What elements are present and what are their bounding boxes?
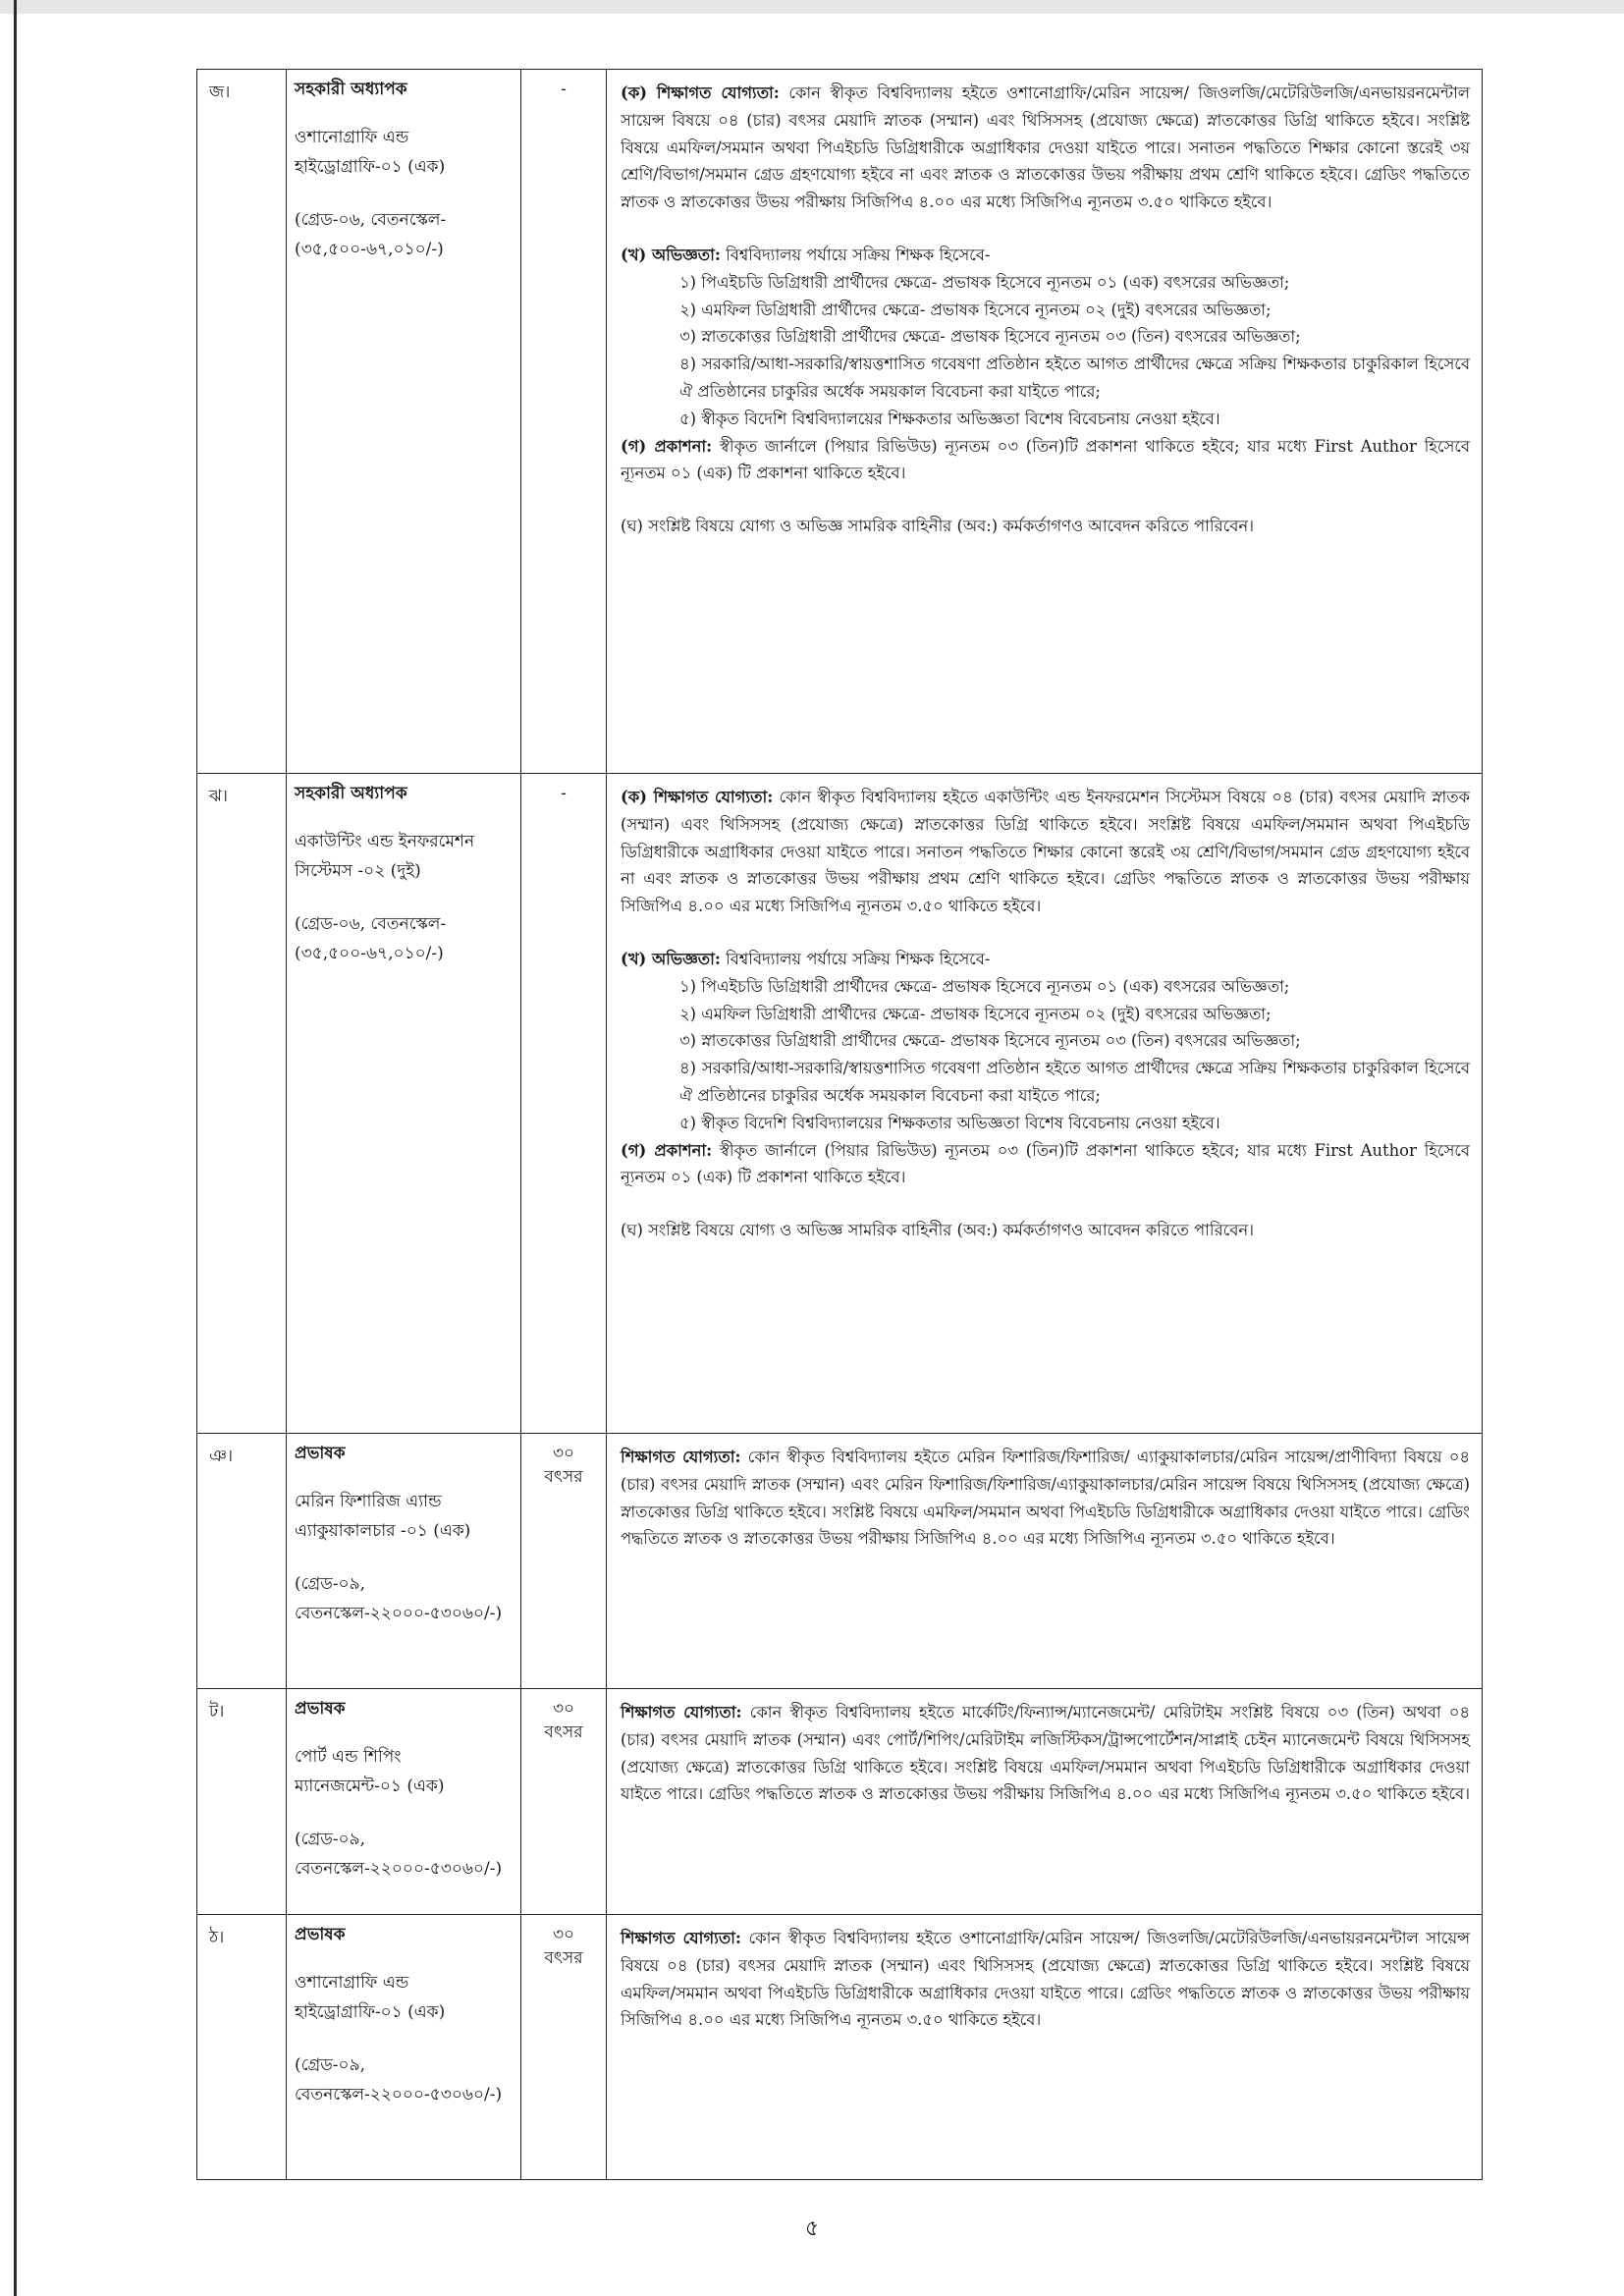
post-cell [287, 1434, 521, 1689]
education-requirement [621, 784, 1470, 920]
post-title: সহকারী অধ্যাপক [295, 80, 407, 99]
experience-item: ৫) স্বীকৃত বিদেশি বিশ্ববিদ্যালয়ের শিক্ষকতার অভিজ্ঞতা বিশেষ বিবেচনায় নেওয়া হইবে। [679, 1113, 1220, 1132]
post-cell [287, 1689, 521, 1915]
job-requirements-table [196, 69, 1483, 2180]
education-text: কোন স্বীকৃত বিশ্ববিদ্যালয় হইতে একাউন্টিং এন্ড ইনফরমেশন সিস্টেমস বিষয়ে ০৪ (চার) বৎসর মেয়াদি স্নাতক (সম্মান) এবং থিসিসসহ (প্রযোজ্য ক্ষেত্রে) স্নাতকোত্তর ডিগ্রি থাকিতে হইবে। সংশ্লিষ্ট বিষয়ে এমফিল/সমমান অথবা পিএইচডি ডিগ্রিধারীকে অগ্রাধিকার দেওয়া যাইতে পারে। সনাতন পদ্ধতিতে শিক্ষার কোনো স্তরেই ৩য় শ্রেণি/বিভাগ/সমমান গ্রেড গ্রহণযোগ্য হইবে না এবং স্নাতক ও স্নাতকোত্তর উভয় পরীক্ষায় প্রথম শ্রেণি থাকিতে হইবে। গ্রেডিং পদ্ধতিতে স্নাতক ও স্নাতকোত্তর উভয় পরীক্ষায় সিজিপিএ ৪.০০ এর মধ্যে সিজিপিএ ন্যূনতম ৩.৫০ থাকিতে হইবে। [621, 788, 1470, 916]
qualification-cell [607, 1689, 1483, 1915]
experience-intro: বিশ্ববিদ্যালয় পর্যায়ে সক্রিয় শিক্ষক হিসেবে- [726, 245, 991, 264]
post-title: প্রভাষক [295, 1699, 346, 1719]
experience-label: (খ) অভিজ্ঞতা: [621, 949, 721, 968]
experience-item: ২) এমফিল ডিগ্রিধারী প্রার্থীদের ক্ষেত্রে- প্রভাষক হিসেবে ন্যূনতম ০২ (দুই) বৎসরের অভিজ্ঞতা; [679, 1004, 1272, 1023]
table-row [197, 774, 1483, 1434]
publication-label: (গ) প্রকাশনা: [621, 1140, 713, 1160]
age-limit-value: ৩০ [552, 1925, 575, 1944]
publication-requirement [621, 433, 1470, 488]
post-title: সহকারী অধ্যাপক [295, 784, 407, 803]
scan-edge-top [0, 0, 1624, 14]
experience-item: ১) পিএইচডি ডিগ্রিধারী প্রার্থীদের ক্ষেত্রে- প্রভাষক হিসেবে ন্যূনতম ০১ (এক) বৎসরের অভিজ্ঞতা; [679, 272, 1290, 292]
post-title: প্রভাষক [295, 1925, 346, 1944]
post-subject: ওশানোগ্রাফি এন্ড হাইড্রোগ্রাফি-০১ (এক) [295, 128, 446, 177]
education-requirement [621, 1699, 1470, 1808]
age-limit-value: ৩০ [552, 1699, 575, 1719]
table-row [197, 1689, 1483, 1915]
qualification-cell [607, 70, 1483, 774]
serial-cell: জ। [197, 70, 287, 774]
education-label: শিক্ষাগত যোগ্যতা: [621, 1448, 741, 1466]
education-text: কোন স্বীকৃত বিশ্ববিদ্যালয় হইতে মার্কেটিং/ফিন্যান্স/ম্যানেজমেন্ট/ মেরিটাইম সংশ্লিষ্ট বিষয়ে ০৩ (তিন) অথবা ০৪ (চার) বৎসর মেয়াদি স্নাতক (সম্মান) এবং পোর্ট/শিপিং/মেরিটাইম লজিস্টিকস/ট্রান্সপোর্টেশন/সাপ্লাই চেইন ম্যানেজমেন্ট বিষয়ে থিসিসসহ (প্রযোজ্য ক্ষেত্রে) স্নাতকোত্তর ডিগ্রি থাকিতে হইবে। সংশ্লিষ্ট বিষয়ে এমফিল/সমমান অথবা পিএইচডি ডিগ্রিধারীকে অগ্রাধিকার দেওয়া যাইতে পারে। গ্রেডিং পদ্ধতিতে স্নাতক ও স্নাতকোত্তর উভয় পরীক্ষায় সিজিপিএ ৪.০০ এর মধ্যে সিজিপিএ ন্যূনতম ৩.৫০ থাকিতে হইবে। [621, 1703, 1470, 1804]
scan-edge-left [14, 0, 17, 2296]
education-label: শিক্ষাগত যোগ্যতা: [621, 1703, 742, 1722]
education-text: কোন স্বীকৃত বিশ্ববিদ্যালয় হইতে ওশানোগ্রাফি/মেরিন সায়েন্স/ জিওলজি/মেটেরিউলজি/এনভায়রনমেন্টাল সায়েন্স বিষয়ে ০৪ (চার) বৎসর মেয়াদি স্নাতক (সম্মান) এবং থিসিসসহ (প্রযোজ্য ক্ষেত্রে) স্নাতকোত্তর ডিগ্রি থাকিতে হইবে। সংশ্লিষ্ট বিষয়ে এমফিল/সমমান অথবা পিএইচডি ডিগ্রিধারীকে অগ্রাধিকার দেওয়া যাইতে পারে। গ্রেডিং পদ্ধতিতে স্নাতক ও স্নাতকোত্তর উভয় পরীক্ষায় সিজিপিএ ৪.০০ এর মধ্যে সিজিপিএ ন্যূনতম ৩.৫০ থাকিতে হইবে। [621, 1929, 1470, 2030]
age-limit-cell: - [521, 70, 607, 774]
post-grade: (গ্রেড-০৯, বেতনস্কেল-২২০০০-৫৩০৬০/-) [295, 2055, 503, 2105]
qualification-cell [607, 774, 1483, 1434]
post-title: প্রভাষক [295, 1444, 346, 1463]
experience-label: (খ) অভিজ্ঞতা: [621, 245, 721, 264]
experience-item: ২) এমফিল ডিগ্রিধারী প্রার্থীদের ক্ষেত্রে- প্রভাষক হিসেবে ন্যূনতম ০২ (দুই) বৎসরের অভিজ্ঞতা; [679, 300, 1272, 319]
qualification-cell [607, 1434, 1483, 1689]
post-grade: (গ্রেড-০৬, বেতনস্কেল-(৩৫,৫০০-৬৭,০১০/-) [295, 914, 447, 963]
table-row [197, 70, 1483, 774]
experience-intro: বিশ্ববিদ্যালয় পর্যায়ে সক্রিয় শিক্ষক হিসেবে- [726, 949, 991, 968]
serial-cell: ঞ। [197, 1434, 287, 1689]
education-text: কোন স্বীকৃত বিশ্ববিদ্যালয় হইতে ওশানোগ্রাফি/মেরিন সায়েন্স/ জিওলজি/মেটেরিউলজি/এনভায়রনমেন্টাল সায়েন্স বিষয়ে ০৪ (চার) বৎসর মেয়াদি স্নাতক (সম্মান) এবং থিসিসসহ (প্রযোজ্য ক্ষেত্রে) স্নাতকোত্তর ডিগ্রি থাকিতে হইবে। সংশ্লিষ্ট বিষয়ে এমফিল/সমমান অথবা পিএইচডি ডিগ্রিধারীকে অগ্রাধিকার দেওয়া যাইতে পারে। সনাতন পদ্ধতিতে শিক্ষার কোনো স্তরেই ৩য় শ্রেণি/বিভাগ/সমমান গ্রেড গ্রহণযোগ্য হইবে না এবং স্নাতক ও স্নাতকোত্তর উভয় পরীক্ষায় প্রথম শ্রেণি থাকিতে হইবে। গ্রেডিং পদ্ধতিতে স্নাতক ও স্নাতকোত্তর উভয় পরীক্ষায় সিজিপিএ ৪.০০ এর মধ্যে সিজিপিএ ন্যূনতম ৩.৫০ থাকিতে হইবে। [621, 83, 1470, 212]
age-limit-cell: - [521, 774, 607, 1434]
experience-item: ৩) স্নাতকোত্তর ডিগ্রিধারী প্রার্থীদের ক্ষেত্রে- প্রভাষক হিসেবে ন্যূনতম ০৩ (তিন) বৎসরের অভিজ্ঞতা; [679, 1031, 1301, 1051]
post-subject: ওশানোগ্রাফি এন্ড হাইড্রোগ্রাফি-০১ (এক) [295, 1973, 446, 2022]
post-subject: পোর্ট এন্ড শিপিং ম্যানেজমেন্ট-০১ (এক) [295, 1747, 445, 1796]
qualification-cell [607, 1915, 1483, 2180]
age-limit-value: ৩০ [552, 1444, 575, 1463]
publication-requirement [621, 1137, 1470, 1192]
publication-label: (গ) প্রকাশনা: [621, 436, 713, 456]
serial-cell: ঝ। [197, 774, 287, 1434]
table-row [197, 1434, 1483, 1689]
experience-heading [621, 242, 1470, 269]
experience-item: ৫) স্বীকৃত বিদেশি বিশ্ববিদ্যালয়ের শিক্ষকতার অভিজ্ঞতা বিশেষ বিবেচনায় নেওয়া হইবে। [679, 409, 1220, 428]
post-grade: (গ্রেড-০৬, বেতনস্কেল-(৩৫,৫০০-৬৭,০১০/-) [295, 210, 447, 259]
post-cell [287, 70, 521, 774]
age-limit-cell [521, 1915, 607, 2180]
education-requirement [621, 1444, 1470, 1553]
experience-item: ১) পিএইচডি ডিগ্রিধারী প্রার্থীদের ক্ষেত্রে- প্রভাষক হিসেবে ন্যূনতম ০১ (এক) বৎসরের অভিজ্ঞতা; [679, 976, 1290, 996]
education-label: (ক) শিক্ষাগত যোগ্যতা: [621, 788, 774, 806]
publication-text: স্বীকৃত জার্নালে (পিয়ার রিভিউড) ন্যূনতম ০৩ (তিন)টি প্রকাশনা থাকিতে হইবে; যার মধ্যে First Author হিসেবে ন্যূনতম ০১ (এক) টি প্রকাশনা থাকিতে হইবে। [621, 436, 1470, 483]
experience-heading [621, 946, 1470, 973]
serial-cell: ঠ। [197, 1915, 287, 2180]
experience-item: ৪) সরকারি/আধা-সরকারি/স্বায়ত্তশাসিত গবেষণা প্রতিষ্ঠান হইতে আগত প্রার্থীদের ক্ষেত্রে সক্রিয় শিক্ষকতার চাকুরিকাল হিসেবে ঐ প্রতিষ্ঠানের চাকুরির অর্ধেক সময়কাল বিবেচনা করা যাইতে পারে; [679, 355, 1470, 401]
experience-item: ৩) স্নাতকোত্তর ডিগ্রিধারী প্রার্থীদের ক্ষেত্রে- প্রভাষক হিসেবে ন্যূনতম ০৩ (তিন) বৎসরের অভিজ্ঞতা; [679, 327, 1301, 347]
page-number: ৫ [804, 2216, 820, 2241]
education-text: কোন স্বীকৃত বিশ্ববিদ্যালয় হইতে মেরিন ফিশারিজ/ফিশারিজ/ এ্যাকুয়াকালচার/মেরিন সায়েন্স/প্রাণীবিদ্যা বিষয়ে ০৪ (চার) বৎসর মেয়াদি স্নাতক (সম্মান) এবং মেরিন ফিশারিজ/ফিশারিজ/এ্যাকুয়াকালচার/মেরিন সায়েন্স বিষয়ে থিসিসসহ (প্রযোজ্য ক্ষেত্রে) স্নাতকোত্তর ডিগ্রি থাকিতে হইবে। সংশ্লিষ্ট বিষয়ে এমফিল/সমমান অথবা পিএইচডি ডিগ্রিধারীকে অগ্রাধিকার দেওয়া যাইতে পারে। গ্রেডিং পদ্ধতিতে স্নাতক ও স্নাতকোত্তর উভয় পরীক্ষায় সিজিপিএ ৪.০০ এর মধ্যে সিজিপিএ ন্যূনতম ৩.৫০ থাকিতে হইবে। [621, 1448, 1470, 1549]
experience-item: ৪) সরকারি/আধা-সরকারি/স্বায়ত্তশাসিত গবেষণা প্রতিষ্ঠান হইতে আগত প্রার্থীদের ক্ষেত্রে সক্রিয় শিক্ষকতার চাকুরিকাল হিসেবে ঐ প্রতিষ্ঠানের চাকুরির অর্ধেক সময়কাল বিবেচনা করা যাইতে পারে; [679, 1059, 1470, 1105]
military-officer-note: (ঘ) সংশ্লিষ্ট বিষয়ে যোগ্য ও অভিজ্ঞ সামরিক বাহিনীর (অব:) কর্মকর্তাগণও আবেদন করিতে পারিবেন। [621, 517, 1254, 536]
post-grade: (গ্রেড-০৯, বেতনস্কেল-২২০০০-৫৩০৬০/-) [295, 1574, 503, 1623]
table-row [197, 1915, 1483, 2180]
age-limit-cell [521, 1434, 607, 1689]
education-requirement [621, 1925, 1470, 2034]
publication-text: স্বীকৃত জার্নালে (পিয়ার রিভিউড) ন্যূনতম ০৩ (তিন)টি প্রকাশনা থাকিতে হইবে; যার মধ্যে First Author হিসেবে ন্যূনতম ০১ (এক) টি প্রকাশনা থাকিতে হইবে। [621, 1140, 1470, 1187]
age-limit-unit: বৎসর [544, 1722, 583, 1742]
post-subject: একাউন্টিং এন্ড ইনফরমেশন সিস্টেমস -০২ (দুই) [295, 832, 475, 881]
age-limit-cell [521, 1689, 607, 1915]
post-cell [287, 1915, 521, 2180]
post-cell [287, 774, 521, 1434]
serial-cell: ট। [197, 1689, 287, 1915]
education-label: (ক) শিক্ষাগত যোগ্যতা: [621, 83, 780, 102]
age-limit-unit: বৎসর [544, 1467, 583, 1487]
post-subject: মেরিন ফিশারিজ এ্যান্ড এ্যাকুয়াকালচার -০১ (এক) [295, 1492, 471, 1541]
age-limit-unit: বৎসর [544, 1948, 583, 1968]
military-officer-note: (ঘ) সংশ্লিষ্ট বিষয়ে যোগ্য ও অভিজ্ঞ সামরিক বাহিনীর (অব:) কর্মকর্তাগণও আবেদন করিতে পারিবেন। [621, 1221, 1254, 1240]
post-grade: (গ্রেড-০৯, বেতনস্কেল-২২০০০-৫৩০৬০/-) [295, 1830, 503, 1879]
education-label: শিক্ষাগত যোগ্যতা: [621, 1929, 741, 1947]
education-requirement [621, 80, 1470, 216]
